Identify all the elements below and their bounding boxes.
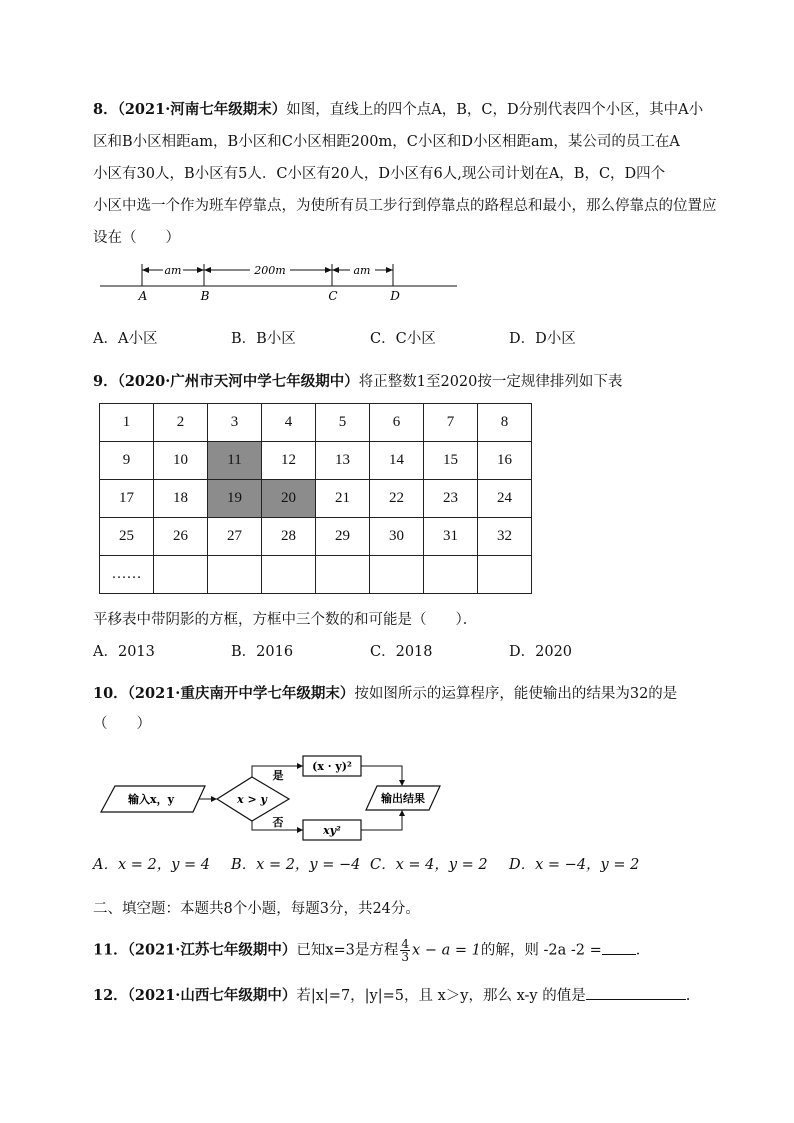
table-cell: 26	[154, 518, 208, 556]
q11-fraction	[400, 938, 410, 963]
table-cell: 17	[100, 480, 154, 518]
table-cell: 19	[208, 480, 262, 518]
q8-head: 8．（2021·河南七年级期末）	[93, 101, 287, 118]
table-cell: 18	[154, 480, 208, 518]
q11-answer-blank[interactable]	[602, 940, 636, 955]
output-label: 输出结果	[381, 792, 425, 805]
seg3-label: am	[353, 264, 371, 277]
table-cell: 21	[316, 480, 370, 518]
table-row	[100, 480, 532, 518]
table-cell: 29	[316, 518, 370, 556]
table-cell: 24	[478, 480, 532, 518]
table-cell: 14	[370, 442, 424, 480]
q8-line4: 小区中选一个作为班车停靠点，为使所有员工步行到停靠点的路程总和最小，那么停靠点的位置应	[93, 198, 717, 214]
table-cell	[154, 556, 208, 594]
q11-head: 11．（2021·江苏七年级期中）	[93, 941, 297, 959]
table-row	[100, 518, 532, 556]
q9-after: 平移表中带阴影的方框，方框中三个数的和可能是（ ）．	[93, 612, 478, 628]
frac-numerator: 4	[401, 937, 410, 951]
q10-head: 10．（2021·重庆南开中学七年级期末）	[93, 685, 355, 702]
condition-label: x > y	[237, 793, 267, 806]
yes-label: 是	[272, 769, 284, 782]
table-cell: 13	[316, 442, 370, 480]
q9-head: 9．（2020·广州市天河中学七年级期中）	[93, 373, 359, 390]
q10-text: 按如图所示的运算程序，能使输出的结果为32的是	[354, 686, 678, 702]
q9-option-c[interactable]: C．2018	[370, 644, 433, 660]
table-cell: 4	[262, 404, 316, 442]
q11-pre: 已知x=3是方程	[296, 942, 399, 959]
q10-paren: （ ）	[93, 716, 151, 732]
q8-line2: 区和B小区相距am，B小区和C小区相距200m，C小区和D小区相距am，某公司的员工在A	[93, 134, 680, 150]
q12-head: 12．（2021·山西七年级期中）	[93, 987, 297, 1004]
table-cell: 25	[100, 518, 154, 556]
q8-text-1: 如图，直线上的四个点A，B，C，D分别代表四个小区，其中A小	[286, 102, 704, 118]
seg1-label: am	[164, 264, 182, 277]
table-cell	[478, 556, 532, 594]
q8-option-a[interactable]: A．A小区	[93, 331, 158, 347]
table-cell: 22	[370, 480, 424, 518]
table-cell	[424, 556, 478, 594]
no-label: 否	[272, 816, 284, 829]
q10-option-a[interactable]: A．x = 2，y = 4	[93, 857, 211, 873]
table-row	[100, 442, 532, 480]
point-c: C	[328, 289, 338, 303]
table-cell	[370, 556, 424, 594]
input-label: 输入x，y	[128, 793, 174, 806]
q8-option-b[interactable]: B．B小区	[231, 331, 296, 347]
q11-post: 的解，则 -2a -2 =	[480, 942, 602, 959]
table-cell: 31	[424, 518, 478, 556]
table-cell: 6	[370, 404, 424, 442]
table-cell: 32	[478, 518, 532, 556]
table-cell	[208, 556, 262, 594]
table-row	[100, 556, 532, 594]
section2-heading: 二、填空题：本题共8个小题，每题3分，共24分。	[93, 901, 420, 917]
table-cell: 5	[316, 404, 370, 442]
table-cell: 3	[208, 404, 262, 442]
q12-text: 若|x|=7，|y|=5，且 x＞y，那么 x-y 的值是	[296, 988, 586, 1004]
number-table	[99, 403, 532, 594]
table-cell: 27	[208, 518, 262, 556]
table-cell: 8	[478, 404, 532, 442]
table-cell: 10	[154, 442, 208, 480]
q12-line	[93, 985, 690, 1006]
q11-line	[93, 938, 650, 963]
table-cell: 28	[262, 518, 316, 556]
q8-line1	[93, 100, 703, 120]
table-cell: 1	[100, 404, 154, 442]
table-cell: 16	[478, 442, 532, 480]
table-cell	[316, 556, 370, 594]
q9-option-a[interactable]: A．2013	[93, 644, 155, 660]
point-d: D	[390, 289, 400, 303]
table-cell: 12	[262, 442, 316, 480]
seg2-label: 200m	[254, 264, 286, 277]
table-cell: 7	[424, 404, 478, 442]
q10-option-d[interactable]: D．x = −4，y = 2	[509, 857, 640, 873]
q10-option-b[interactable]: B．x = 2，y = −4	[231, 857, 361, 873]
table-cell: 15	[424, 442, 478, 480]
q8-line3: 小区有30人，B小区有5人．C小区有20人，D小区有6人,现公司计划在A，B，C，D四个	[93, 166, 666, 182]
table-cell: 30	[370, 518, 424, 556]
q8-line-figure	[95, 258, 465, 308]
table-cell: 2	[154, 404, 208, 442]
table-cell	[262, 556, 316, 594]
table-cell: 23	[424, 480, 478, 518]
q11-eq: x − a = 1	[412, 942, 481, 959]
point-b: B	[200, 289, 210, 303]
q12-end: .	[685, 988, 691, 1004]
q9-line1	[93, 372, 622, 392]
q11-end: ．	[635, 942, 651, 959]
table-cell: 20	[262, 480, 316, 518]
q10-flowchart	[95, 752, 455, 842]
table-cell: 11	[208, 442, 262, 480]
q9-option-b[interactable]: B．2016	[231, 644, 294, 660]
point-a: A	[138, 289, 148, 303]
q10-option-c[interactable]: C．x = 4，y = 2	[370, 857, 488, 873]
q10-line1	[93, 684, 677, 704]
q8-option-d[interactable]: D．D小区	[509, 331, 576, 347]
table-cell: ……	[100, 556, 154, 594]
table-cell: 9	[100, 442, 154, 480]
top-process-label: (x · y)²	[312, 760, 352, 773]
q12-answer-blank[interactable]	[586, 985, 686, 1000]
q9-option-d[interactable]: D．2020	[509, 644, 573, 660]
bottom-process-label: xy²	[323, 824, 341, 837]
table-row	[100, 404, 532, 442]
q8-option-c[interactable]: C．C小区	[370, 331, 436, 347]
q9-text: 将正整数1至2020按一定规律排列如下表	[358, 374, 623, 390]
q8-line5: 设在（ ）	[93, 230, 180, 246]
frac-denominator: 3	[401, 950, 410, 964]
